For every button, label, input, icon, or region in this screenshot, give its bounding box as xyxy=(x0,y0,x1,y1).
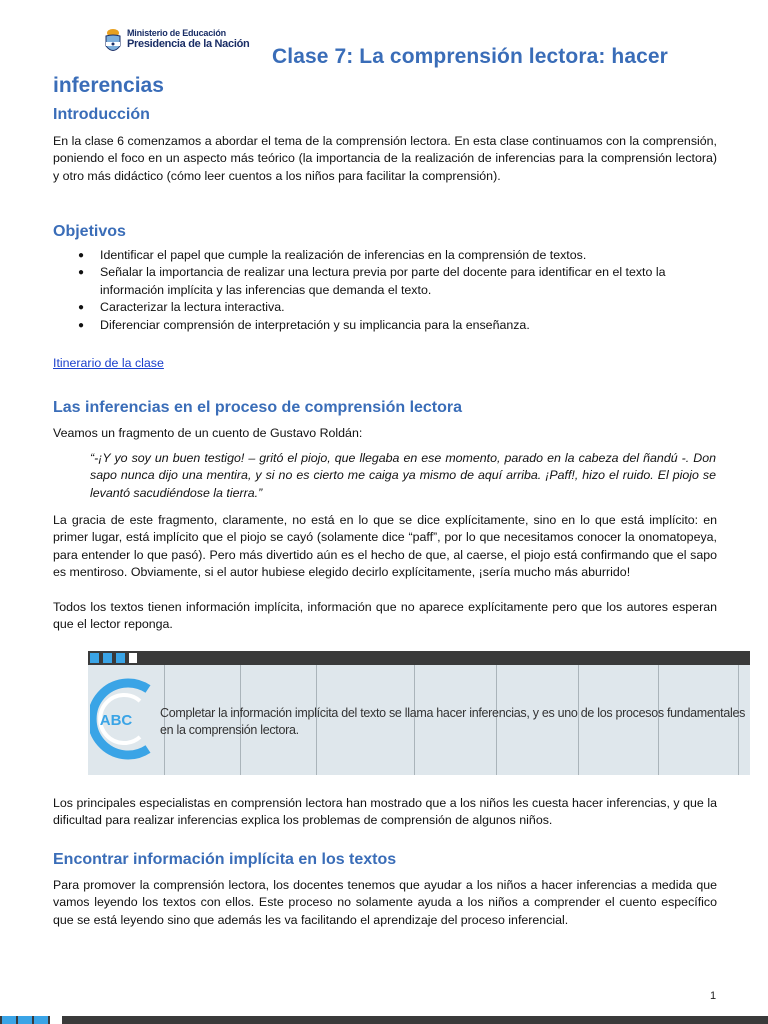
ministry-logo xyxy=(104,28,249,56)
objective-item: ● Diferenciar comprensión de interpretación y su implicancia para la enseñanza. xyxy=(78,317,718,334)
presidency-name: Presidencia de la Nación xyxy=(127,38,250,50)
page-title: Clase 7: La comprensión lectora: hacer xyxy=(272,45,668,68)
implicit-paragraph: Para promover la comprensión lectora, los docentes tenemos que ayudar a los niños a hacer inferencias a medida que vamos leyendo los textos con ellos. Este proceso no solamente ayuda a los niños a comprender el cuento específico que se está leyendo sino que además les va facilitando el aprendizaje del proceso inferencial. xyxy=(53,878,717,927)
itinerary-link[interactable]: Itinerario de la clase xyxy=(53,356,164,370)
ministry-name: Ministerio de Educación xyxy=(127,28,226,38)
banner-top-bar xyxy=(88,651,750,665)
footer-bar xyxy=(0,1016,768,1024)
page-title-continued: inferencias xyxy=(53,74,164,97)
story-quote: “-¡Y yo soy un buen testigo! – gritó el piojo, que llegaba en ese momento, parado en la cabeza del ñandú -. Don sapo nunca dijo una mentira, y si no es cierto me caiga ya mismo de aquí arriba. ¡Paff!, hizo el ruido. El piojo se levantó sacudiéndose la tierra.” xyxy=(90,451,716,500)
objectives-list xyxy=(78,247,718,334)
page-number: 1 xyxy=(710,990,717,1002)
objective-item: ● Señalar la importancia de realizar una lectura previa por parte del docente para identificar en el texto la información implícita y las inferencias que demanda el texto. xyxy=(78,264,718,299)
abc-callout-banner xyxy=(88,651,750,775)
implicit-heading: Encontrar información implícita en los textos xyxy=(53,851,397,868)
intro-paragraph: En la clase 6 comenzamos a abordar el tema de la comprensión lectora. En esta clase continuamos con la comprensión, poniendo el foco en un aspecto más teórico (la importancia de la realización de inferencias para la comprensión lectora) y otro más didáctico (cómo leer cuentos a los niños para facilitar la comprensión). xyxy=(53,134,717,183)
objective-item: ● Caracterizar la lectura interactiva. xyxy=(78,299,718,316)
abc-badge-label: ABC xyxy=(99,712,133,729)
objectives-heading: Objetivos xyxy=(53,223,126,240)
abc-callout-text: Completar la información implícita del texto se llama hacer inferencias, y es uno de los procesos fundamentales en la comprensión lectora. xyxy=(160,706,746,737)
objective-item: ● Identificar el papel que cumple la realización de inferencias en la comprensión de textos. xyxy=(78,247,718,264)
abc-badge-icon xyxy=(90,675,162,763)
specialists-paragraph: Los principales especialistas en comprensión lectora han mostrado que a los niños les cuesta hacer inferencias, y que la dificultad para realizar inferencias explica los problemas de comprensión de algunos niños. xyxy=(53,796,717,828)
inferences-paragraph: La gracia de este fragmento, claramente, no está en lo que se dice explícitamente, sino en lo que está implícito: en primer lugar, está implícito que el piojo se cayó (solamente dice “paff”, por lo que necesitamos conocer la onomatopeya, para entender lo que pasó). Pero más divertido aún es el hecho de que, al caerse, el piojo está confirmando que el sapo es mentiroso. Obviamente, si el autor hubiese elegido decirlo explícitamente, ¡sería mucho más aburrido! xyxy=(53,513,717,580)
coat-of-arms-icon xyxy=(104,28,122,56)
implicit-info-paragraph: Todos los textos tienen información implícita, información que no aparece explícitamente pero que los autores esperan que el lector reponga. xyxy=(53,600,717,632)
inferences-lead: Veamos un fragmento de un cuento de Gustavo Roldán: xyxy=(53,426,363,440)
inferences-heading: Las inferencias en el proceso de comprensión lectora xyxy=(53,399,463,416)
intro-heading: Introducción xyxy=(53,106,150,123)
